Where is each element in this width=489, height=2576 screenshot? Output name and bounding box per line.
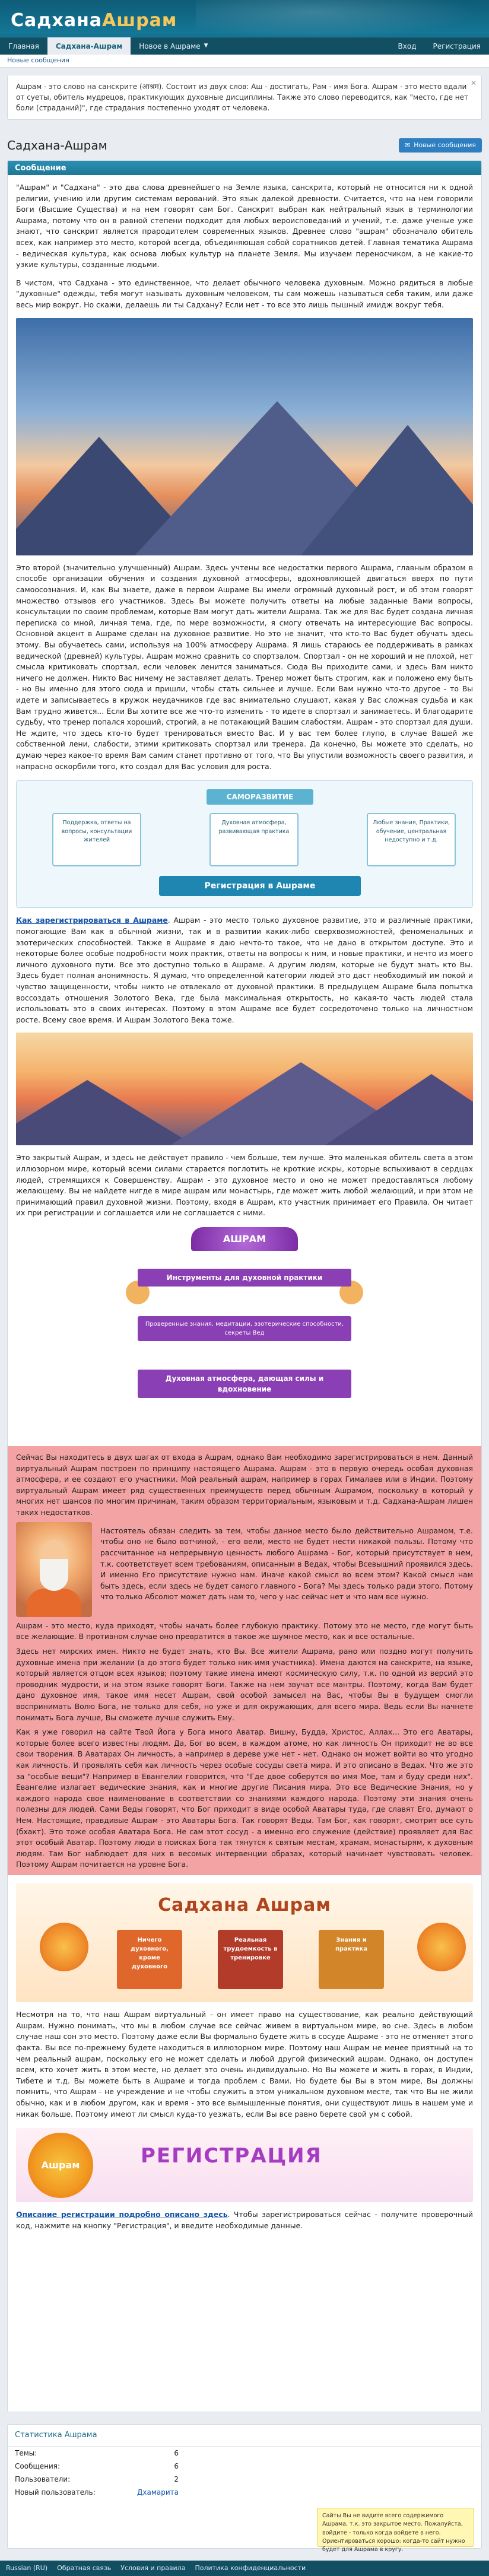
banner-card: Знания и практика [319, 1930, 384, 1989]
infographic-box: Любые знания, Практики, обучение, центральная недоступно и т.д. [367, 813, 456, 866]
nav-whats-new[interactable] [131, 37, 216, 55]
stats-value: 2 [174, 2475, 179, 2483]
notice-box [7, 75, 482, 120]
lotus-icon [417, 1923, 466, 1971]
stats-value: 6 [174, 2461, 179, 2470]
paragraph: Как я уже говорил на сайте Твой Йога у Бога много Аватар. Вишну, Будда, Христос, Аллах... Это его Аватары, которые более всего известны людям. Да, Бог во всем, в каждом атоме, но как личность Он приходит не во все свои творения. В Аватарах Он личность, а например в дереве уже нет - нет. Однако он может войти во что угодно как личность. И проявлять себя как личность через особые сосуды света мира. И это описано в Ведах. Что же это за "особые вещи"? Например в Евангелии говорится, что "Где двое соберутся во имя Мое, там и буду среди них". Евангелие излагает ведические знания, как и многие другие Писания мира. Это все Ведические Знания, но у каждого народа свое наименование в соответствии со знаниями каждого народа. Поэтому эти знания очень полезны для людей. Сами Веды говорят, что Бог приходит в виде особой Аватары туда, где славят Его, думают о Нем. Настоящие, правдивые Ашрам - это Аватары Бога. Так говорят Веды. Там Бог, как говорят, смотрит все суть (бхакт). Это тоже особая Аватара Бога. Не сам этот сосуд - а именно его служение (действие) проявляет для Вас этот особый Аватар. Поэтому люди в поисках Бога так тянутся к святым местам, храмам, монастырям, к духовным людям. Там Бог наблюдает для них в весомых интервенции образах, который начинает чувствовать человек. Поэтому Ашрам почитается на уровне Бога. [16, 1727, 473, 1869]
lotus-icon [40, 1923, 88, 1971]
infographic-box: Духовная атмосфера, развивающая практика [209, 813, 299, 866]
ashram-tools-image [114, 1227, 375, 1438]
stats-value: 6 [174, 2448, 179, 2457]
stats-label: Пользователи: [15, 2475, 71, 2483]
registration-banner [16, 2128, 473, 2202]
paragraph: "Ашрам" и "Садхана" - это два слова древнейшего на Земле языка, санскрита, который не относится ни к одной религии, учению или другим системам верований. Это язык далекой древности. Считается, что на нем говорили Боги (Высшие Существа) и на нем говорят сам Бог. Санскрит выбран как нейтральный язык в терминологии Ашрама, потому что он в равной степени подходит для любых вероисповеданий и учений, т.е. даже ученые уже знают, что санскрит является прародителем современных языков. Древнее слово "ашрам" обозначало обитель всех, как например это место, которой всегда, объединяющая собой соратников детей. Главная тематика Ашрама - ведическая культура, как основа любых культур на планете Земля. Мы изучаем переносчиком, а не какие-то узкие культуры, созданные людьми. [16, 183, 473, 269]
nav-login[interactable]: Вход [398, 42, 417, 50]
ashram-emblem: Ашрам [28, 2133, 93, 2198]
stats-label: Темы: [15, 2448, 37, 2457]
message-container [7, 160, 482, 2412]
newest-user-link[interactable]: Дхамарита [137, 2488, 179, 2496]
guru-robe [27, 1589, 81, 1617]
paragraph: Здесь нет мирских имен. Никто не будет знать, кто Вы. Все жители Ашрама, рано или поздно могут получить духовные имена при желании (а до этого будет только ник-имя участника). Имена даются на санскрите, на языке, который является отцом всех языков; поэтому такие имена имеют космическую силу, т.к. по одной из версий это проводник мудрости, и на этом языке говорят Боги. Также на нем звучат все мантры. Поэтому, когда Вам будет дано духовное имя, такое имя несет Ашрам, свой особой замысел на Вас, чтобы Вы в будущем смогли воспринимать Волю Бога, не только для себя, но уже и для окружающих, для всего мира. Ведь если Вы начнете понимать Бога лучше, Вы сможете лучше служить Ему. [16, 1646, 473, 1722]
chevron-down-icon: ▼ [204, 42, 208, 49]
footer-privacy-link[interactable]: Политика конфиденциальности [195, 2564, 306, 2572]
nav-spacer [217, 37, 390, 55]
paragraph: Это закрытый Ашрам, и здесь не действует правило - чем больше, тем лучше. Это маленькая обитель света в этом иллюзорном мире, который всеми силами старается поглотить не кроткие искры, которые вспыхивают в сердцах людей, стремящихся к Совершенству. Ашрам - это духовное место и оно не может предоставляться любому желающему. Вы не найдете нигде в мире ашрам или монастырь, где может жить любой желающий, и при этом не принимающий правил духовной жизни. Поэтому, входя в Ашрам, кто участник принимает его Правила. Он читает их при регистрации и соглашается или не соглашается с ними. [16, 1153, 473, 1218]
infographic-register: Регистрация в Ашраме [159, 876, 361, 896]
infographic-box: Поддержка, ответы на вопросы, консультации жителей [52, 813, 141, 866]
header-decoration [196, 0, 489, 42]
main-nav [0, 37, 489, 55]
infographic-title: САМОРАЗВИТИЕ [207, 789, 313, 805]
site-footer [0, 2561, 489, 2576]
registration-details-link[interactable]: Описание регистрации подробно описано здесь [16, 2210, 228, 2219]
stats-row [8, 2473, 186, 2486]
new-messages-link[interactable]: Новые сообщения [0, 55, 489, 68]
new-messages-button-label: Новые сообщения [414, 141, 476, 149]
sadhana-ashram-banner [16, 1883, 473, 2002]
footer-terms-link[interactable]: Условия и правила [120, 2564, 186, 2572]
paragraph [16, 2209, 473, 2231]
guru-row [8, 1522, 481, 1617]
nav-home[interactable]: Главная [8, 42, 39, 50]
paragraph [16, 915, 473, 1025]
mountain-shape [301, 425, 473, 555]
footer-feedback-link[interactable]: Обратная связь [57, 2564, 112, 2572]
site-logo[interactable] [11, 7, 177, 34]
banner-card: Ничего духовного, кроме духовного [117, 1930, 182, 1989]
paragraph-text: . Чтобы зарегистрироваться сейчас - получите проверочный код, нажмите на кнопку "Регистрация", и введите необходимые данные. [16, 2210, 473, 2230]
paragraph: В чистом, что Садхана - это единственное, что делает обычного человека духовным. Можно рядиться в любые "духовные" одежды, тебя могут называть духовным человеком, ты сам можешь называться себя таким, или даже весь мир вокруг. Но скажи, делаешь ли ты Садхану? Если нет - то все это лишь пышный имидж вокруг тебя. [16, 278, 473, 310]
stats-label: Сообщения: [15, 2461, 61, 2470]
paragraph-text: . Ашрам - это место только духовное развитие, это и различные практики, помогающие Вам как в обычной жизни, так и в развитии каких-либо сверхвозможностей, феноменальных и эзотерических способностей. Также в Ашраме я даю нечто-то такое, что не дано в открытом доступе. Это и некоторые более особые подробности моих практик, ответы на вопросы к ним, и новые практики, и нечто из моего личного духовного пути. Все это доступно только в Ашраме. А другим людям, которые не будут знать кто Вы. Здесь будет полная анонимность. Я думаю, что определенной категории людей это даст необходимый им покой и чувство защищенности, чтобы никто не отвлекало от духовной практики. В предыдущем Ашраме была попытка воссоздать отношения Золотого Века, где была максимальная открытость, но какая-то часть людей стала использовать это в своих интересах. Поэтому в этом Ашраме все будет сосредоточено только на личностном росте. Всему свое время. И Ашрам Золотого Века тоже. [16, 916, 473, 1024]
self-development-infographic [16, 780, 473, 908]
stats-row [8, 2460, 186, 2473]
cookie-notice: Сайты Вы не видите всего содержимого Ашрама, т.к. это закрытое место. Пожалуйста, войдите - только когда войдете в него. Ориентироваться хорошо: когда-то сайт нужно будет для Ашрама в кругу. [317, 2508, 474, 2547]
mountain-shape [16, 1080, 194, 1145]
paragraph: Сейчас Вы находитесь в двух шагах от входа в Ашрам, однако Вам необходимо зарегистрироваться в нем. Данный виртуальный Ашрам построен по принципу настоящего Ашрама. Ашрам - это в первую очередь особая духовная атмосфера, и ее создают его участники. Мой реальный ашрам, например в горах Гималаев или в Индии. Поэтому виртуальный Ашрам имеет ряд существенных преимуществ перед обычным Ашрамом, поскольку в который у многих нет шансов по многим причинам, таким образом территориальным, языковым и т.д. Садхана-Ашрам лишен таких недостатков. [16, 1453, 473, 1517]
paragraph: Несмотря на то, что наш Ашрам виртуальный - он имеет право на существование, как реально действующий Ашрам. Нужно понимать, что мы в любом случае все сейчас живем в виртуальном мире, во сне. Здесь в любом случае наш сон это место. Поэтому даже если Вы формально будете жить в сосуде Ашраме - это не отменяет этого факта. Вы все по-прежнему будете находиться в иллюзорном мире. Поэтому наш Ашрам не менее приятный на то чем реальный ашрам, поскольку его не может сделать и любой другой физический ашрам. Однако, он доступен всем, кто хочет жить в этом месте, но делает это очень индивидуально. Но Вы можете и жить в горах, в Индии, Тибете и т.д. Вы можете быть в Ашраме и тогда проблем с Вами. Но будете бы Вы в этом мире, Вы должны помнить, что Ашрам - не учреждение и не чтобы служить в этом уникальном духовном месте, так что Вы не жили обычно, как и в любом другом, как и время - это все вымышленные понятия, они существуют лишь в нашем уме и никак больше. Поэтому имеют ли смысл куда-то уезжать, если Вы все равно берете свой ум с собой. [16, 2010, 473, 2118]
stats-title: Статистика Ашрама [8, 2425, 481, 2447]
page-header [7, 136, 482, 154]
message-icon: ✉ [404, 141, 411, 149]
banner-card: Реальная трудоемкость в тренировке [218, 1930, 283, 1989]
notice-text: Ашрам - это слово на санскрите (आश्रम). Состоит из двух слов: Аш - достигать, Рам - имя Бога. Ашрам - это место вдали от суеты, обитель мудрецов, практикующих духовные дисциплины. Также это слово переводится, как "место, где нет боли (страданий)", где страдания постепенно уходят от человека. [16, 82, 469, 112]
nav-register[interactable]: Регистрация [433, 42, 481, 50]
paragraph: Это второй (значительно улучшенный) Ашрам. Здесь учтены все недостатки первого Ашрама, главным образом в способе организации обучения и создания духовной атмосферы, вдохновляющей двигаться вверх по пути самоосознания. И, как Вы знаете, даже в первом Ашраме Вы имели огромный духовный рост, и об этом говорят множество отзывов его участников. Здесь Вы можете получить ответы на любые заданные Вами вопросы, консультации по своим проблемам, которые Вам могут дать жители Ашрама. Так же для Вас будет создана личная переписка со мной, личная тема, где, по мере возможности, я смогу отвечать на интересующие Вас вопросы. Основной акцент в Ашраме сделан на духовное развитие. Но это не значит, что кто-то Вас будет обучать здесь этому. Вы обучаетесь сами, используя на 100% атмосферу Ашрама. Я лишь стараюсь ее поддерживать в рамках ведической (древней) культуры. Ашрам можно сравнить со спортзалом. Спортзал - он не хороший и не плохой, нет смысла критиковать спортзал, если человек ленится заниматься. Сюда Вы приходите сами, и здесь Вам никто ничего не должен. Никто Вас ничему не заставляет делать. Тренер может быть строгим, как и положено ему быть - но Вы именно для этого сюда и пришли, чтобы стать сильнее и лучше. Если Вам нужно что-то другое - то Вы идете и записываетесь в кружок неудачников где вас внимательно слушают, какая у Вас сложная судьба и как Вам трудно живется... Если Вы хотите все же что-то изменить - то идете в спортзал и занимаетесь. И благодарите судьбу, что тренер попался хороший, строгий, а не потакающий Вашим слабостям. Ашрам - это спортзал для души. Не ждите, что здесь кто-то будет тренироваться вместо Вас. И у вас тем более глупо, в случае Вашей же собственной лени, слабости, этими критиковать спортзал или тренера. Да конечно, Вы можете это сделать, но думаю через какое-то время Вам самим станет противно от того, что Вы упустили возможность своего развития, и напрасно оскорбили того, кто создал для Вас условия для роста. [16, 563, 473, 771]
registration-word: РЕГИСТРАЦИЯ [141, 2144, 322, 2168]
paragraph: Ашрам - это место, куда приходят, чтобы начать более глубокую практику. Потому это не место, где могут быть все желающие. В противном случае оно превратится в такое же шумное место, как и все остальные. [16, 1621, 473, 1641]
mountain-sunrise-image [16, 1033, 473, 1145]
paragraph: Настоятель обязан следить за тем, чтобы данное место было действительно Ашрамом, т.е. чтобы оно не было вотчиной, - его вели, место не будет нести никакой пользы. Потому что рассчитанное на непрерывную ценность любого Ашрама - Бог, который присутствует в нем, т.к. соответствует всем требованиям, описанным в Ведах, чтобы Всевышний проявился здесь. И именно Его присутствие нужно нам. Иначе какой смысл во всем этом? Какой смысл нам быть здесь, если здесь не будет самого главного - Бога? Мы здесь только ради этого. Потому что только Абсолют может дать нам то, чего у нас сейчас нет и что нам все нужно. [100, 1526, 473, 1602]
message-body [8, 182, 481, 1438]
guru-image [16, 1522, 92, 1617]
site-header [0, 0, 489, 55]
stats-row [8, 2447, 186, 2460]
guru-text [100, 1522, 473, 1617]
registration-howto-link[interactable]: Как зарегистрироваться в Ашраме [16, 916, 168, 925]
section-header: Сообщение [8, 161, 481, 175]
ashram-label: АШРАМ [191, 1227, 298, 1251]
mountain-sunset-image [16, 318, 473, 555]
guru-beard [40, 1559, 68, 1591]
banner-title: Садхана Ашрам [158, 1895, 331, 1916]
highlighted-block [8, 1446, 481, 1875]
stats-label: Новый пользователь: [15, 2488, 96, 2496]
page-title: Садхана-Ашрам [7, 138, 107, 153]
ashram-band: Инструменты для духовной практики [138, 1269, 351, 1287]
ashram-band: Проверенные знания, медитации, эзотерические способности, секреты Вед [138, 1316, 351, 1341]
message-body-continued [8, 1883, 481, 2231]
ashram-band: Духовная атмосфера, дающая силы и вдохновение [138, 1370, 351, 1398]
footer-language[interactable]: Russian (RU) [6, 2564, 48, 2572]
nav-sadhana-ashram[interactable]: Садхана-Ашрам [47, 37, 131, 55]
ashram-statistics [7, 2424, 482, 2553]
close-icon[interactable]: ✕ [470, 79, 477, 87]
logo-main: Садхана [11, 10, 103, 31]
new-messages-button[interactable] [399, 138, 482, 153]
logo-accent: Ашрам [102, 10, 177, 31]
nav-whats-new-label: Новое в Ашраме [139, 42, 201, 50]
mountain-shape [325, 1074, 473, 1145]
